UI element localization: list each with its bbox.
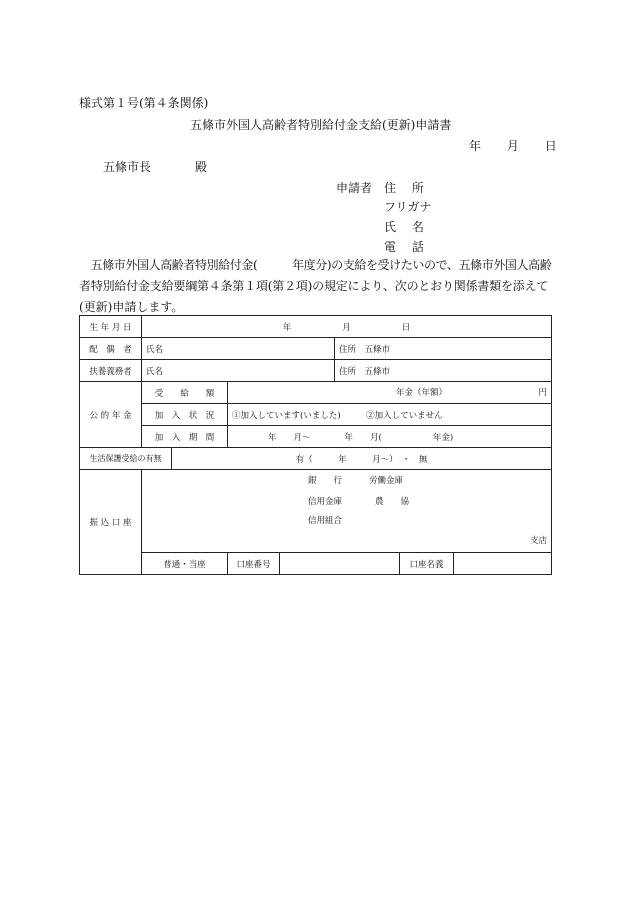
account-label: 振 込 口 座 [80,470,142,575]
spouse-row [80,338,552,360]
birthdate-label: 生 年 月 日 [80,316,142,338]
body-paragraph [79,255,557,318]
applicant-name-label: 氏 名 [384,220,424,234]
supporter-row [80,360,552,382]
page-title: 五條市外国人高齢者特別給付金支給(更新)申請書 [190,118,452,132]
enrollment-row [80,404,552,426]
body-line-1: 五條市外国人高齢者特別給付金( 年度分)の支給を受けたいので、五條市外国人高齢 [79,258,552,272]
bank-option-3: 信用金庫 [308,497,343,507]
pension-amount-value: 年金（年額） [396,388,448,398]
supporter-address-field[interactable]: 住所 五條市 [335,360,552,382]
supporter-name-field[interactable]: 氏名 [142,360,335,382]
bank-field[interactable] [142,470,552,553]
period-row [80,426,552,448]
spouse-name-field[interactable]: 氏名 [142,338,335,360]
birthdate-field[interactable]: 年 月 日 [142,316,552,338]
application-table [79,315,552,575]
pension-amount-label: 受 給 額 [142,382,228,404]
body-line-3: (更新)申請します。 [79,300,184,314]
form-number: 様式第１号(第４条関係) [79,96,209,110]
body-line-2: 者特別給付金支給要綱第４条第１項(第２項)の規定により、次のとおり関係書類を添えて [79,279,549,293]
addressee: 五條市長 [103,160,152,174]
account-number-label: 口座番号 [228,553,280,575]
welfare-field[interactable]: 有（ 年 月～） ・ 無 [172,448,552,470]
branch-label: 支店 [530,536,548,546]
account-type-field[interactable]: 普通・当座 [142,553,228,575]
bank-option-4: 農 協 [375,497,410,507]
applicant-address-label: 住 所 [384,181,424,195]
welfare-row [80,448,552,470]
date-month: 月 [506,139,519,153]
applicant-phone-label: 電 話 [384,240,424,254]
account-holder-field[interactable] [454,553,552,575]
pension-label: 公 的 年 金 [80,382,142,448]
pension-amount-row [80,382,552,404]
honorific: 殿 [195,160,208,174]
enrollment-field[interactable]: ①加入しています(いました) ②加入していません [228,404,552,426]
applicant-furigana-label: フリガナ [384,200,432,214]
period-field[interactable]: 年 月～ 年 月( 年金) [228,426,552,448]
account-number-field[interactable] [280,553,400,575]
date-year: 年 [469,139,482,153]
birthdate-row [80,316,552,338]
spouse-label: 配 偶 者 [80,338,142,360]
applicant-label: 申請者 [336,181,373,195]
welfare-label: 生活保護受給の有無 [80,448,172,470]
date-line [469,137,557,154]
supporter-label: 扶養義務者 [80,360,142,382]
spouse-address-field[interactable]: 住所 五條市 [335,338,552,360]
bank-option-1: 銀 行 [308,476,343,486]
pension-amount-unit: 円 [538,388,548,398]
period-label: 加 入 期 間 [142,426,228,448]
date-day: 日 [544,139,557,153]
bank-option-5: 信用組合 [308,516,343,526]
pension-amount-field[interactable] [228,382,552,404]
account-holder-label: 口座名義 [400,553,454,575]
enrollment-label: 加 入 状 況 [142,404,228,426]
account-details-row [80,553,552,575]
bank-option-2: 労働金庫 [369,476,404,486]
account-row [80,470,552,553]
